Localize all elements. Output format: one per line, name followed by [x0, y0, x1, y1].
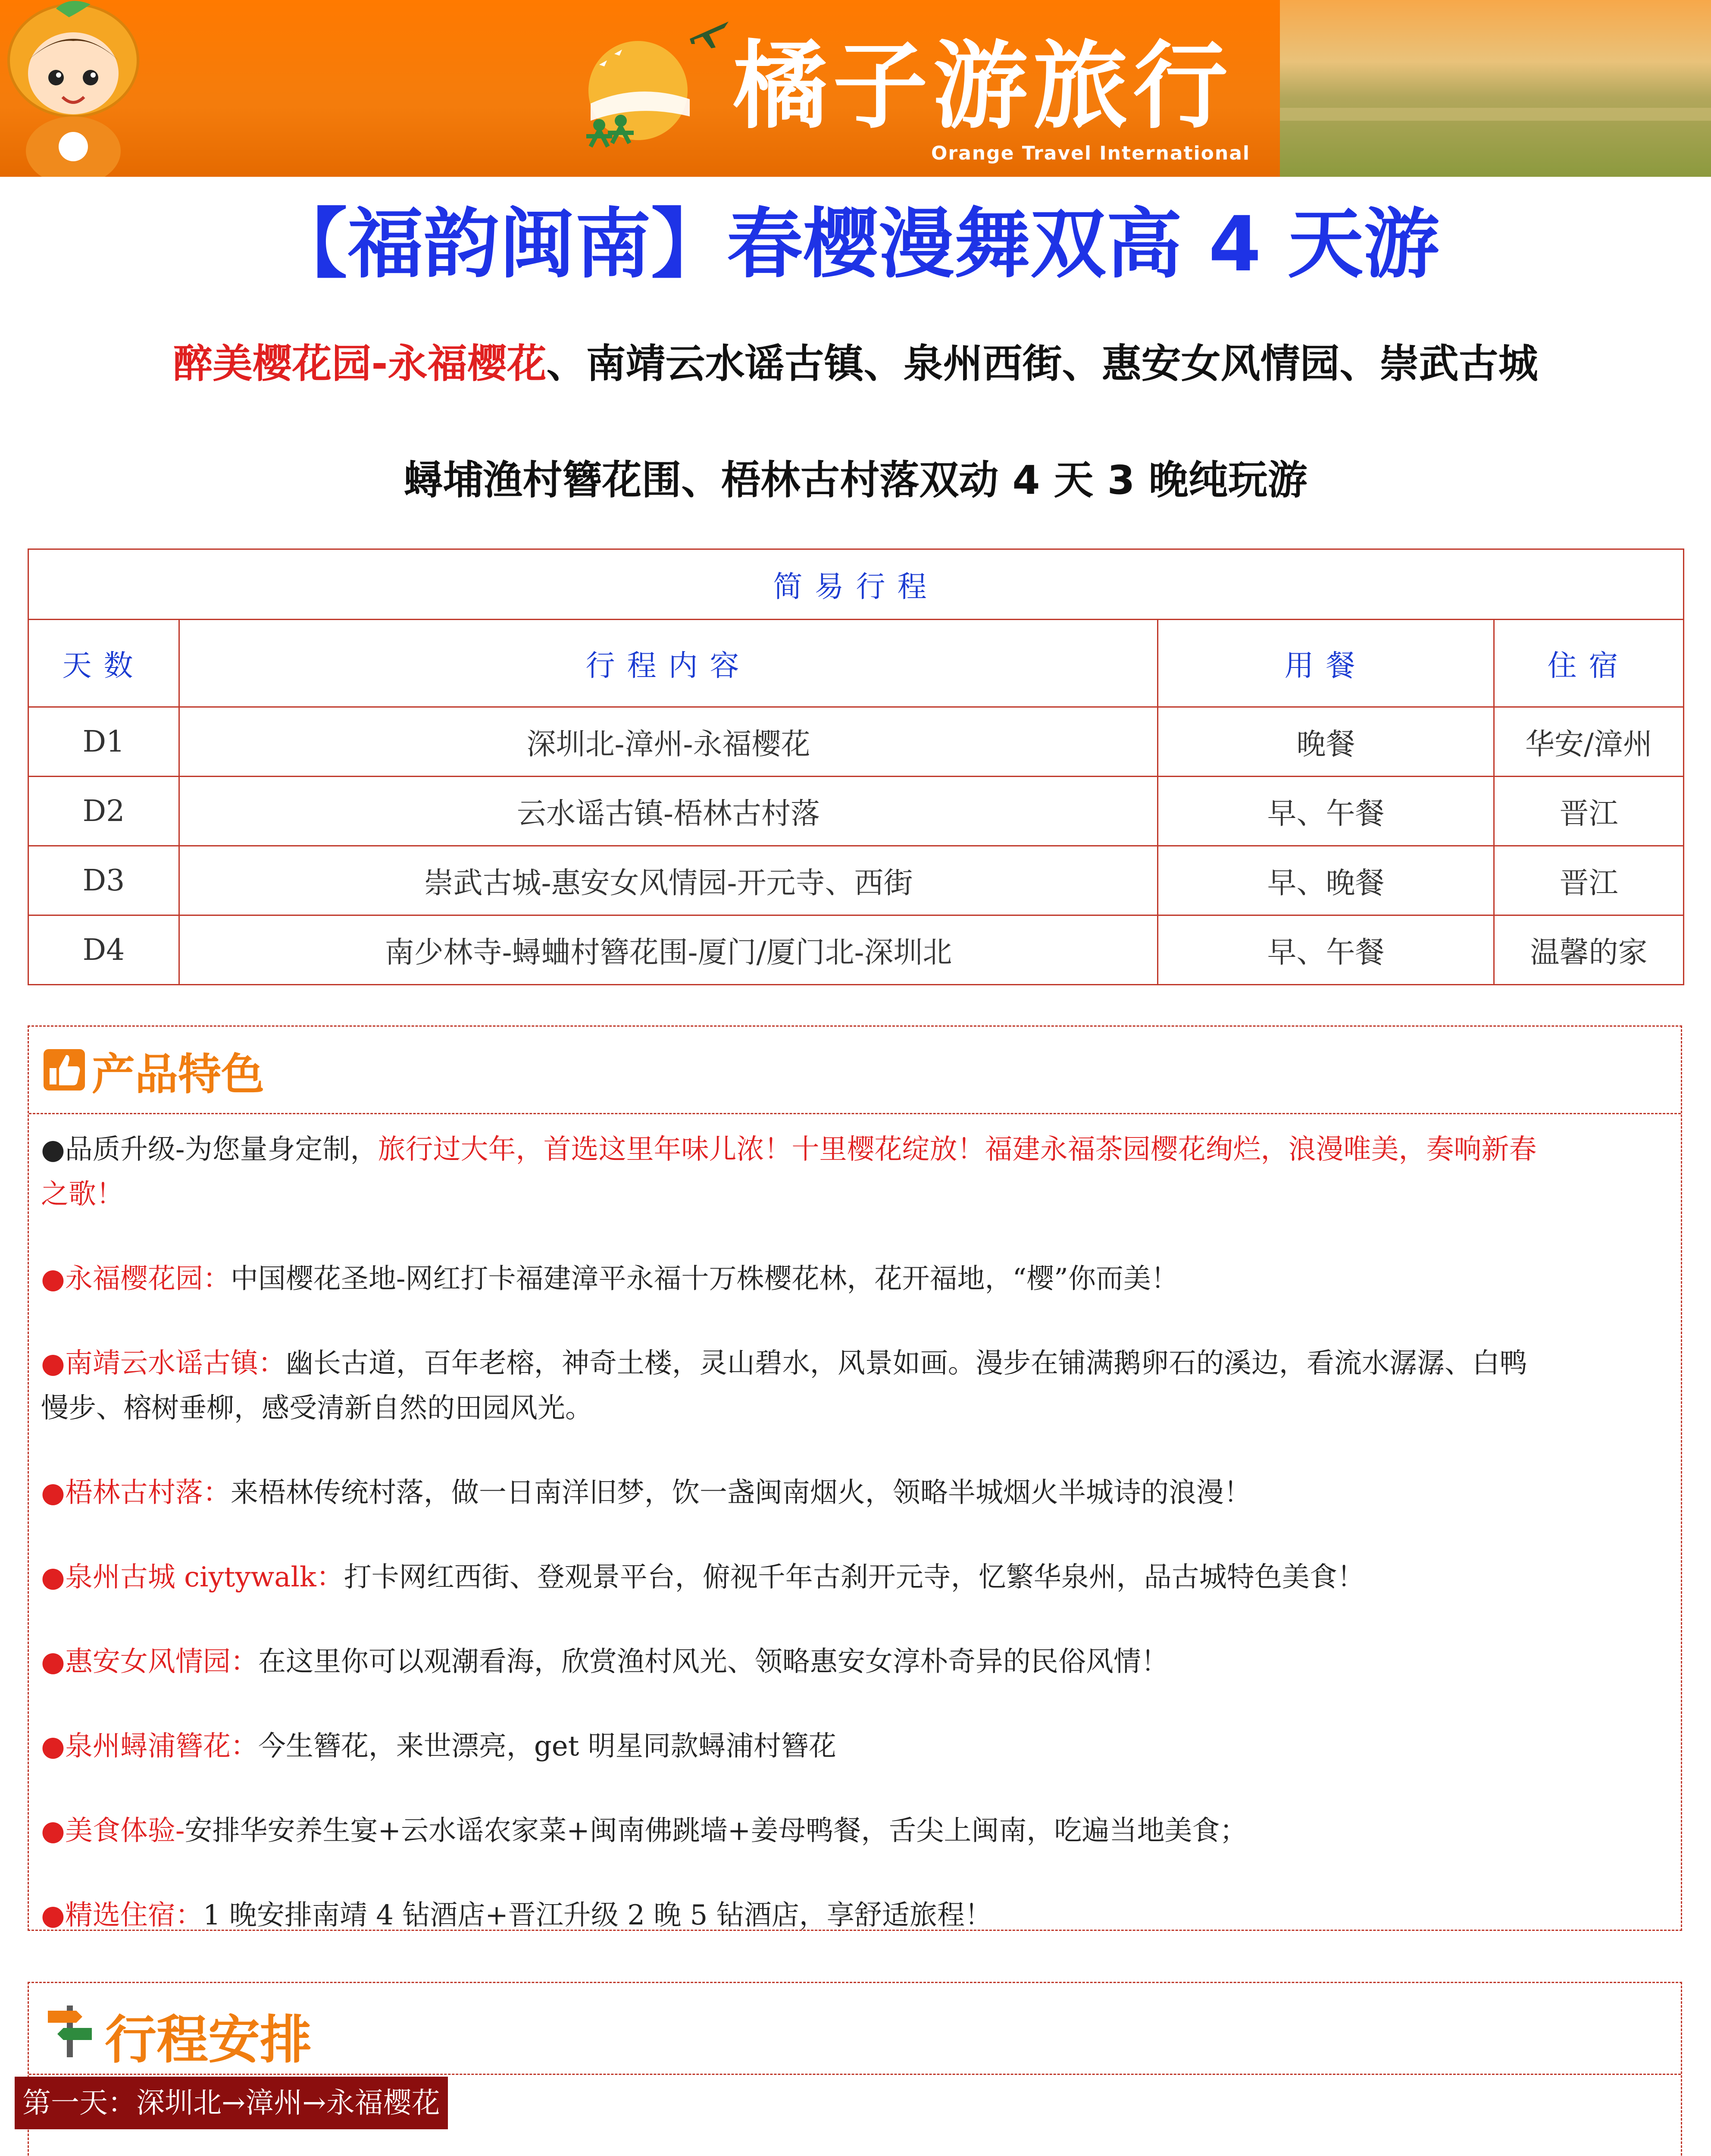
cell-stay: 华安/漳州: [1494, 707, 1684, 777]
cell-route: 云水谣古镇-梧林古村落: [179, 777, 1158, 846]
schedule-header: [29, 1983, 1681, 2075]
table-row: [28, 915, 1684, 985]
cell-day: D2: [28, 777, 179, 846]
cell-meals: 早、午餐: [1158, 777, 1494, 846]
itinerary-table: [28, 548, 1684, 985]
grassland-river: [1280, 108, 1711, 121]
schedule-title: 行程安排: [105, 2010, 312, 2070]
subtitle-package: 蟳埔渔村簪花围、梧林古村落双动 4 天 3 晚纯玩游: [404, 457, 1307, 503]
cell-route: 崇武古城-惠安女风情园-开元寺、西街: [179, 846, 1158, 915]
cell-meals: 早、午餐: [1158, 915, 1494, 985]
schedule-section: [28, 1982, 1682, 2156]
table-row: [28, 777, 1684, 846]
subtitle-rest: 、南靖云水谣古镇、泉州西街、惠安女风情园、崇武古城: [546, 341, 1538, 387]
list-item: ●梧林古村落：来梧林传统村落，做一日南洋旧梦，饮一盏闽南烟火，领略半城烟火半城诗的浪漫！: [41, 1477, 1251, 1509]
subtitle-attractions: [0, 332, 1711, 389]
table-row: [28, 846, 1684, 915]
cell-day: D1: [28, 707, 179, 777]
table-row: [28, 707, 1684, 777]
header-meals: 用餐: [1158, 620, 1494, 707]
list-item: ●品质升级-为您量身定制，旅行过大年，首选这里年味儿浓！十里樱花绽放！福建永福茶园樱花绚烂，浪漫唯美，奏响新春 之歌！: [41, 1134, 1537, 1210]
day1-title-bar: 第一天：深圳北→漳州→永福樱花: [15, 2077, 448, 2129]
list-item: ●美食体验-安排华安养生宴+云水谣农家菜+闽南佛跳墙+姜母鸭餐，舌尖上闽南，吃遍当地美食；: [41, 1815, 1248, 1847]
thumbs-up-icon: [44, 1049, 85, 1091]
grassland-photo: [1280, 0, 1711, 177]
list-item: ●惠安女风情园：在这里你可以观潮看海，欣赏渔村风光、领略惠安女淳朴奇异的民俗风情！: [41, 1646, 1169, 1678]
cell-stay: 晋江: [1494, 846, 1684, 915]
page-title: 【福韵闽南】春樱漫舞双高 4 天游: [271, 200, 1439, 288]
cell-route: 深圳北-漳州-永福樱花: [179, 707, 1158, 777]
brand-name-en: Orange Travel International: [931, 142, 1250, 164]
list-item: ●精选住宿：1 晚安排南靖 4 钻酒店+晋江升级 2 晚 5 钻酒店，享舒适旅程！: [41, 1899, 992, 1931]
features-list: [29, 1114, 1681, 1938]
list-item: ●泉州蟳浦簪花：今生簪花，来世漂亮，get 明星同款蟳浦村簪花: [41, 1730, 836, 1762]
orange-mascot-icon: [4, 0, 142, 177]
header-banner: [0, 0, 1711, 177]
itinerary-caption: 简易行程: [28, 549, 1684, 620]
brand-name-cn: 橘子游旅行: [733, 31, 1233, 141]
cell-day: D3: [28, 846, 179, 915]
features-section: [28, 1025, 1682, 1931]
list-item: ●永福樱花园：中国樱花圣地-网红打卡福建漳平永福十万株樱花林，花开福地，“樱”你而美！: [41, 1263, 1179, 1295]
cell-meals: 晚餐: [1158, 707, 1494, 777]
list-item: ●南靖云水谣古镇：幽长古道，百年老榕，神奇土楼，灵山碧水，风景如画。漫步在铺满鹅卵石的溪边，看流水潺潺、白鸭 慢步、榕树垂柳，感受清新自然的田园风光。: [41, 1348, 1527, 1424]
cell-day: D4: [28, 915, 179, 985]
cell-meals: 早、晚餐: [1158, 846, 1494, 915]
features-title: 产品特色: [92, 1049, 264, 1100]
header-stay: 住宿: [1494, 620, 1684, 707]
brand-sun-logo-icon: [573, 34, 694, 155]
features-header: [29, 1027, 1681, 1114]
subtitle-highlight: 醉美樱花园-永福樱花: [173, 341, 547, 387]
cell-stay: 温馨的家: [1494, 915, 1684, 985]
cell-route: 南少林寺-蟳蛐村簪花围-厦门/厦门北-深圳北: [179, 915, 1158, 985]
cell-stay: 晋江: [1494, 777, 1684, 846]
header-day: 天数: [28, 620, 179, 707]
signpost-icon: [46, 2001, 94, 2057]
list-item: ●泉州古城 ciytywalk：打卡网红西街、登观景平台，俯视千年古刹开元寺，忆繁华泉州，品古城特色美食！: [41, 1561, 1365, 1593]
header-route: 行程内容: [179, 620, 1158, 707]
